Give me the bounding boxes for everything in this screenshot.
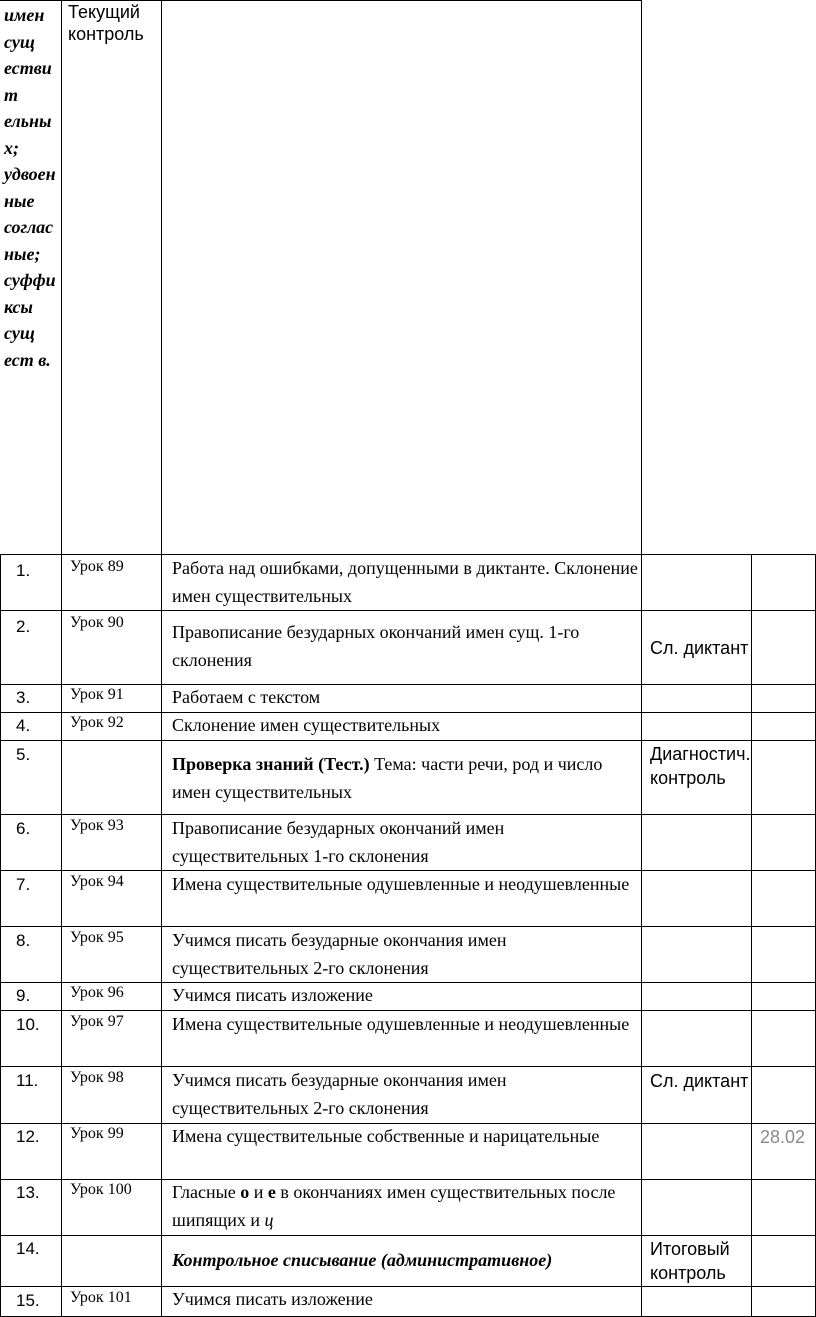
topic-fragment: имен сущ ествит ельных; удвоенные согласные; суффиксы сущ ест в.: [4, 5, 56, 370]
lesson-topic: Склонение имен существительных: [172, 715, 441, 735]
table-border: [161, 0, 162, 1317]
lesson-topic: Имена существительные собственные и нарицательные: [172, 1126, 600, 1146]
lesson-topic: [172, 750, 642, 806]
row-number: 2.: [16, 617, 31, 636]
topic-part: и: [249, 1182, 268, 1202]
topic-part: Гласные: [172, 1182, 241, 1202]
lesson-date: 28.02: [760, 1127, 806, 1147]
row-number: 10.: [16, 1015, 40, 1034]
lesson-label: Урок 100: [70, 1181, 132, 1198]
lesson-topic: Имена существительные одушевленные и неодушевленные: [172, 874, 630, 894]
row-number: 4.: [16, 716, 31, 735]
lesson-topic: Учимся писать безударные окончания имен существительных 2-го склонения: [172, 1070, 507, 1118]
row-number: 15.: [16, 1291, 40, 1310]
control-type: Итоговый контроль: [650, 1239, 730, 1283]
lesson-topic: [172, 1178, 642, 1234]
lesson-topic: Учимся писать изложение: [172, 985, 373, 1005]
row-number: 3.: [16, 688, 31, 707]
row-number: 5.: [16, 745, 31, 764]
lesson-topic: Учимся писать безударные окончания имен существительных 2-го склонения: [172, 930, 507, 978]
lesson-label: Урок 89: [70, 558, 124, 575]
row-separator: [0, 1235, 816, 1236]
lesson-label: Урок 94: [70, 873, 124, 890]
row-number: 1.: [16, 561, 31, 580]
row-number: 6.: [16, 819, 31, 838]
lesson-label: Урок 97: [70, 1013, 124, 1030]
lesson-label: Урок 92: [70, 714, 124, 731]
topic-letter-ts: ц: [264, 1210, 274, 1230]
lesson-topic: Учимся писать изложение: [172, 1289, 373, 1309]
row-number: 14.: [16, 1239, 40, 1258]
row-separator: [0, 610, 816, 611]
row-number: 13.: [16, 1183, 40, 1202]
row-number: 7.: [16, 875, 31, 894]
control-type: Сл. диктант: [650, 1071, 749, 1091]
table-border: [751, 554, 752, 1317]
lesson-label: Урок 90: [70, 614, 124, 631]
row-number: 9.: [16, 986, 31, 1005]
lesson-label: Урок 95: [70, 929, 124, 946]
lesson-topic: Работаем с текстом: [172, 687, 321, 707]
table-border: [0, 554, 1, 1317]
topic-letter-o: о: [240, 1182, 250, 1202]
lesson-topic: Правописание безударных окончаний имен сущ. 1-го склонения: [172, 622, 580, 670]
lesson-label: Урок 91: [70, 686, 124, 703]
row-number: 12.: [16, 1127, 40, 1146]
row-number: 11.: [16, 1071, 39, 1090]
lesson-label: Урок 93: [70, 817, 124, 834]
topic-part: в окончаниях имен существительных после шипящих и: [172, 1182, 616, 1230]
topic-letter-e: е: [267, 1182, 276, 1202]
lesson-label: Урок 96: [70, 984, 124, 1001]
row-separator: [0, 740, 816, 741]
row-number: 8.: [16, 931, 31, 950]
lesson-topic: Правописание безударных окончаний имен существительных 1-го склонения: [172, 818, 505, 866]
table-border: [61, 0, 62, 1317]
lesson-label: Урок 101: [70, 1289, 132, 1306]
lesson-topic: Контрольное списывание (административное): [172, 1250, 553, 1270]
current-control-label: Текущий контроль: [68, 2, 144, 44]
lesson-label: Урок 99: [70, 1125, 124, 1142]
test-topic: Тема: части речи, род и число имен существительных: [172, 754, 603, 802]
control-type: Сл. диктант: [650, 638, 749, 658]
lesson-topic: Работа над ошибками, допущенными в диктанте. Склонение имен существительных: [172, 558, 638, 606]
test-label: Проверка знаний (Тест.): [172, 754, 370, 774]
lesson-topic: Имена существительные одушевленные и неодушевленные: [172, 1014, 630, 1034]
lesson-label: Урок 98: [70, 1069, 124, 1086]
control-type: Диагностич. контроль: [650, 744, 751, 788]
